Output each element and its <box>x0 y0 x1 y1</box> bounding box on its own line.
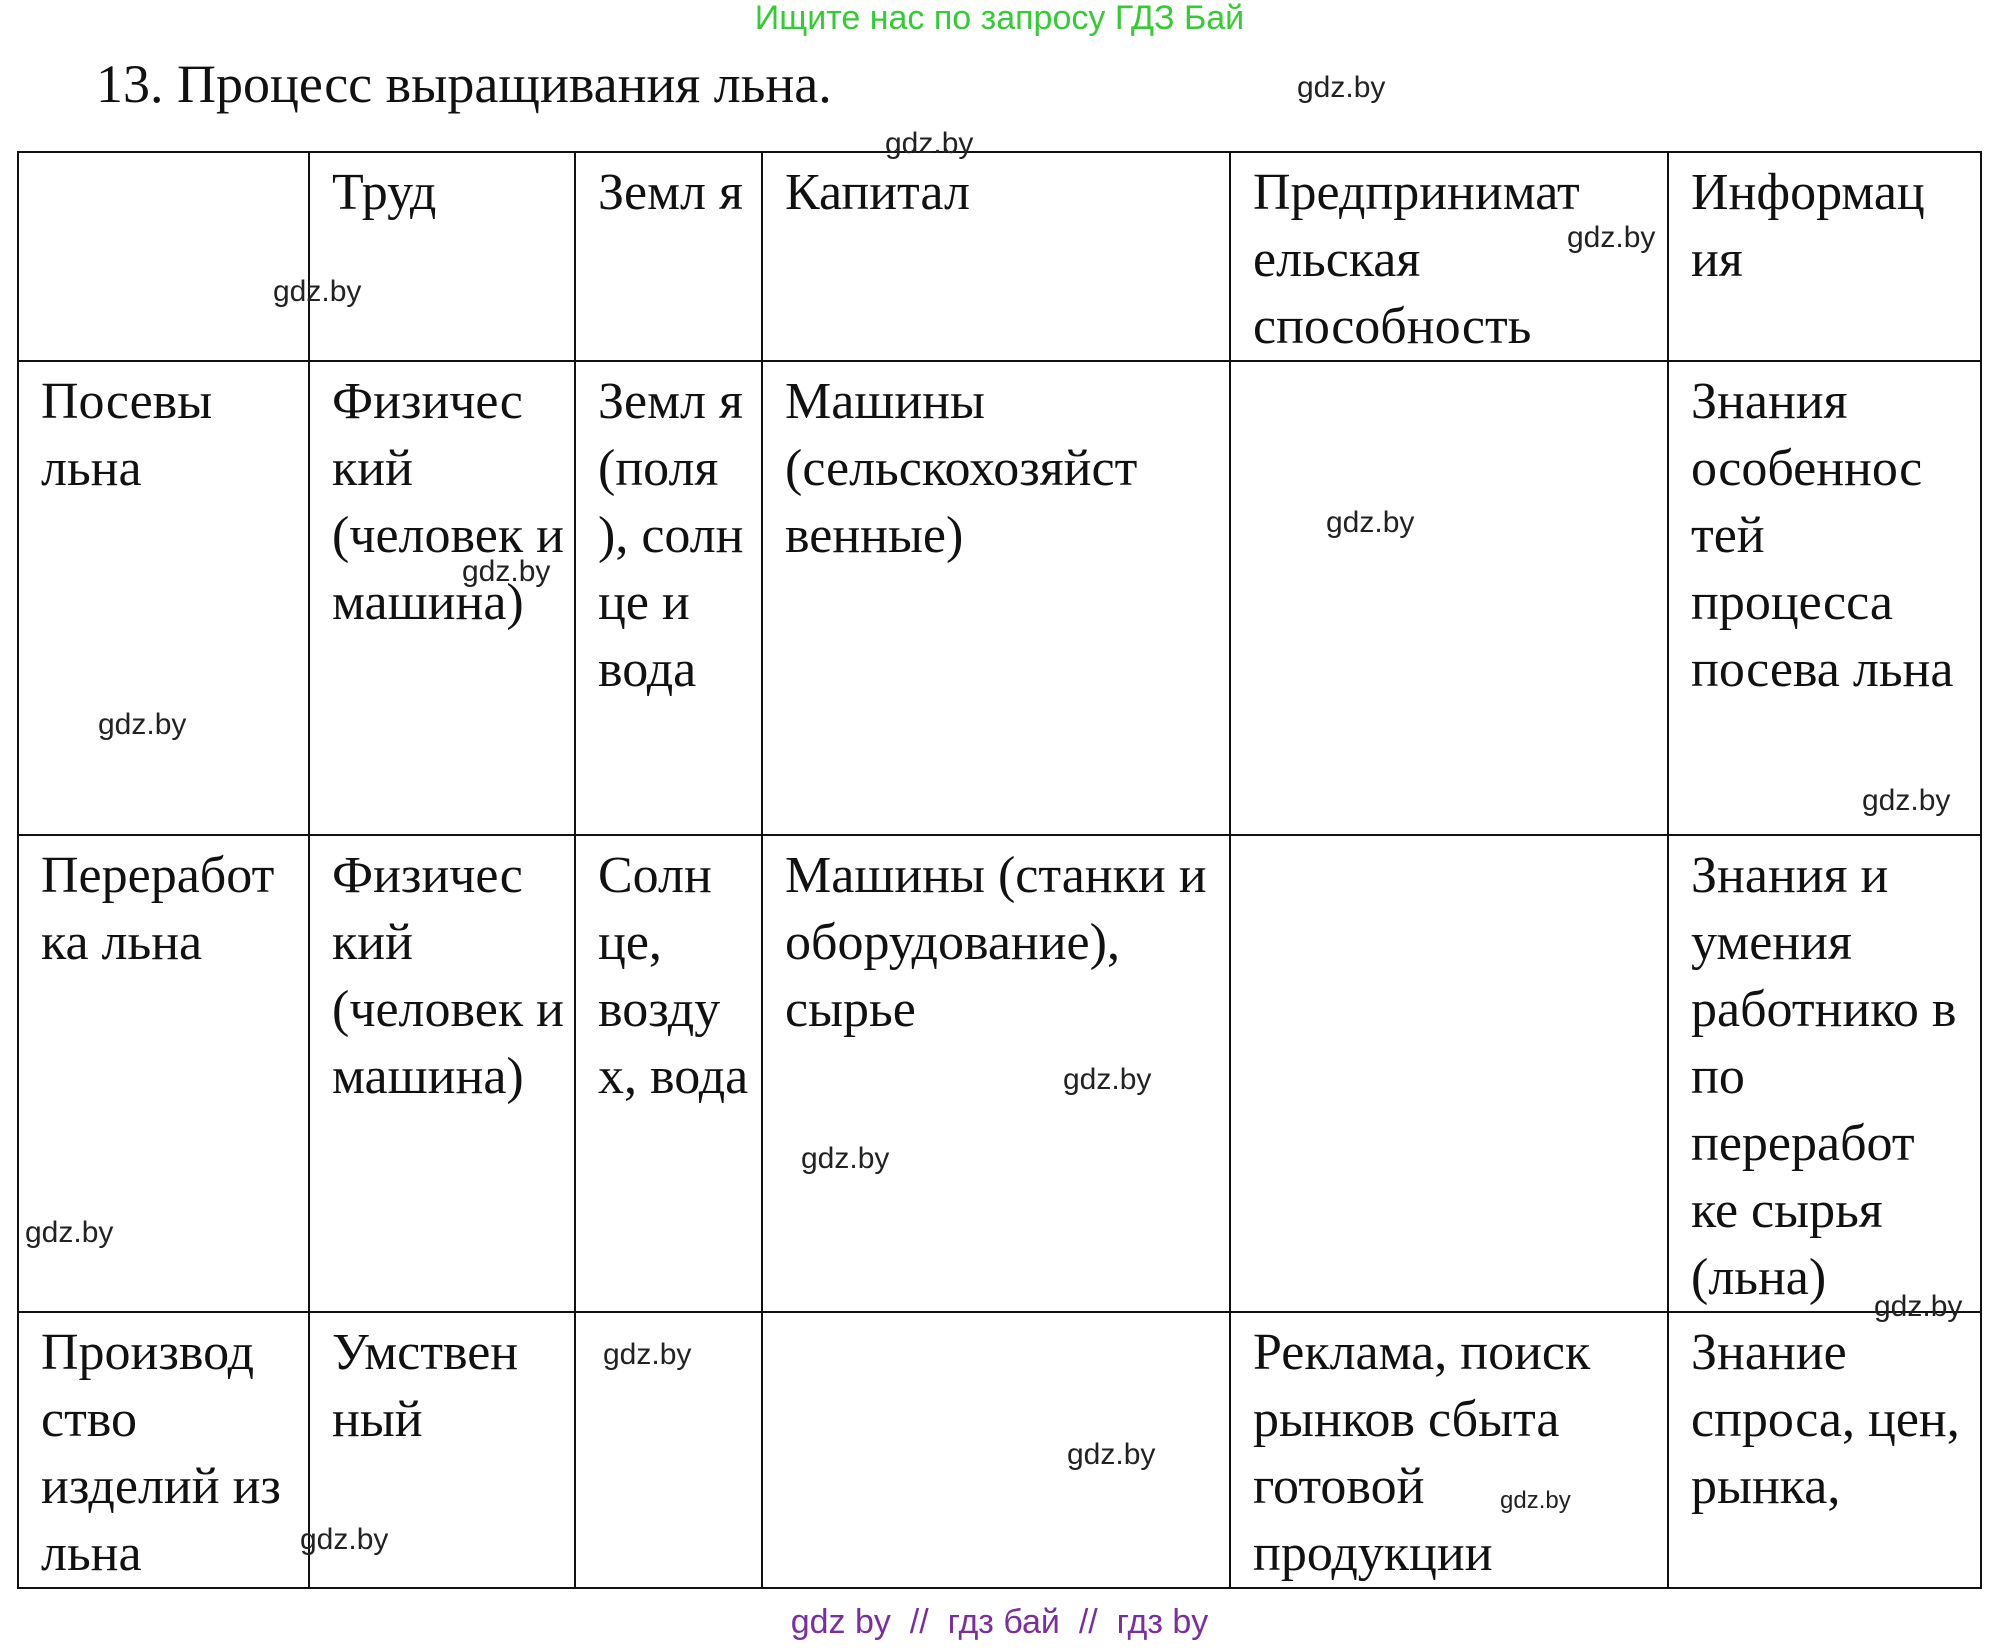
resources-table <box>17 151 1982 1589</box>
table-cell: Физичес кий (человек и машина) <box>309 835 575 1312</box>
table-cell: Посевы льна <box>18 361 309 835</box>
watermark: gdz.by <box>98 708 187 741</box>
table-cell: Земл я (поля ), солн це и вода <box>575 361 762 835</box>
header-cell-land: Земл я <box>575 152 762 361</box>
watermark: gdz.by <box>300 1523 389 1556</box>
table-cell: Знания и умения работнико в по переработ ке сырья (льна) <box>1668 835 1981 1312</box>
watermark: gdz.by <box>1567 221 1656 254</box>
table-cell: Реклама, поиск рынков сбыта готовой продукции <box>1230 1312 1668 1588</box>
header-cell-capital: Капитал <box>762 152 1230 361</box>
header-cell <box>18 152 309 361</box>
watermark: gdz.by <box>1297 71 1386 104</box>
header-cell-information: Информац ия <box>1668 152 1981 361</box>
table-cell <box>1230 361 1668 835</box>
watermark: gdz.by <box>1500 1487 1571 1514</box>
watermark: gdz.by <box>1326 506 1415 539</box>
table-cell: Переработка льна <box>18 835 309 1312</box>
page-title: 13. Процесс выращивания льна. <box>96 54 832 114</box>
header-cell-labor: Труд <box>309 152 575 361</box>
table-cell: Машины (сельскохозяйст венные) <box>762 361 1230 835</box>
header-cell-entrepreneurship: Предпринимат ельская способность <box>1230 152 1668 361</box>
watermark: gdz.by <box>1067 1438 1156 1471</box>
table-cell: Физичес кий (человек и машина) <box>309 361 575 835</box>
table-cell: Умствен ный <box>309 1312 575 1588</box>
table-cell: Солн це, возду х, вода <box>575 835 762 1312</box>
watermark: gdz.by <box>885 127 974 160</box>
table-cell: Производ ство изделий из льна <box>18 1312 309 1588</box>
top-banner: Ищите нас по запросу ГДЗ Бай <box>754 0 1245 37</box>
table-cell <box>762 1312 1230 1588</box>
table-row <box>18 361 1981 835</box>
watermark: gdz.by <box>273 275 362 308</box>
watermark: gdz.by <box>1874 1290 1963 1323</box>
watermark: gdz.by <box>801 1142 890 1175</box>
watermark: gdz.by <box>1063 1063 1152 1096</box>
table-header-row <box>18 152 1981 361</box>
table-cell <box>1230 835 1668 1312</box>
footer-links: gdz by // гдз бай // гдз by <box>790 1603 1209 1641</box>
table-row <box>18 835 1981 1312</box>
table-cell: Машины (станки и оборудование), сырье <box>762 835 1230 1312</box>
watermark: gdz.by <box>1862 784 1951 817</box>
table-cell: Знания особеннос тей процесса посева льна <box>1668 361 1981 835</box>
watermark: gdz.by <box>25 1216 114 1249</box>
table-cell: Знание спроса, цен, рынка, <box>1668 1312 1981 1588</box>
watermark: gdz.by <box>603 1338 692 1371</box>
watermark: gdz.by <box>462 555 551 588</box>
